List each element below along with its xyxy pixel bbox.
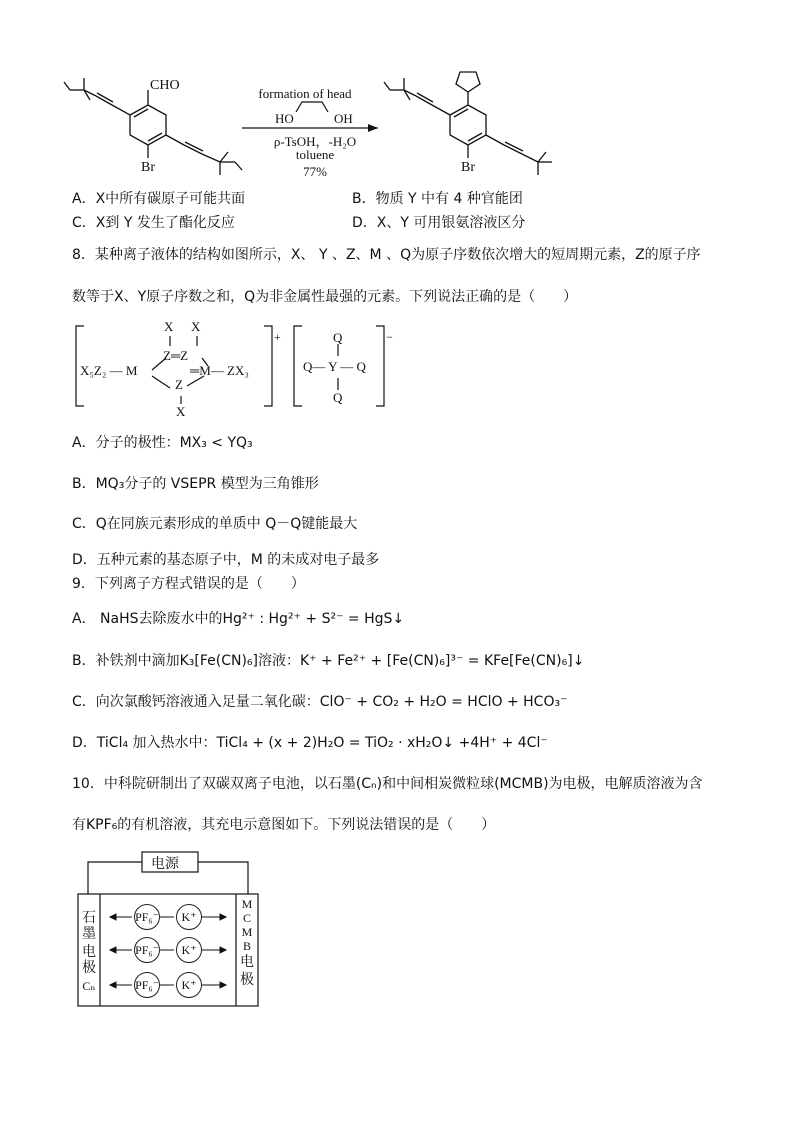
right-electrode-char: C: [242, 911, 251, 925]
product-br-label: Br: [461, 160, 475, 175]
q9-option-b: B．补铁剂中滴加K₃[Fe(CN)₆]溶液：K⁺ + Fe²⁺ + [Fe(CN)₆]³⁻ = KFe[Fe(CN)₆]↓: [72, 653, 585, 669]
reactant-cho-label: CHO: [150, 78, 180, 93]
power-source-label: 电源: [151, 856, 179, 872]
pf6-anion-1: PF₆⁻: [134, 904, 160, 930]
cation-x-top-1: X: [164, 319, 174, 334]
q9-stem: 9．下列离子方程式错误的是（ ）: [72, 576, 305, 592]
q8-option-c: C．Q在同族元素形成的单质中 Q－Q键能最大: [72, 516, 358, 532]
q9-option-c: C．向次氯酸钙溶液通入足量二氧化碳：ClO⁻ + CO₂ + H₂O = HClO + HCO₃⁻: [72, 694, 568, 710]
q7-option-d: D．X、Y 可用银氨溶液区分: [352, 215, 526, 231]
arrow-condition-solvent: toluene: [295, 147, 335, 162]
anion-q-bottom: Q: [333, 390, 343, 405]
right-electrode-char: M: [241, 897, 253, 911]
q8-option-d: D．五种元素的基态原子中，M 的未成对电子最多: [72, 552, 380, 568]
left-electrode-char: Cₙ: [82, 979, 96, 993]
q8-option-b: B．MQ₃分子的 VSEPR 模型为三角锥形: [72, 476, 319, 492]
reagent-ho-label: HO: [275, 111, 294, 126]
cation-z-double-z: Z═Z: [163, 348, 189, 363]
q10-stem-line2: 有KPF₆的有机溶液，其充电示意图如下。下列说法错误的是（ ）: [72, 817, 496, 833]
right-electrode-char: 极: [240, 972, 254, 988]
anion-center: Q— Y — Q: [303, 359, 366, 374]
right-electrode-char: B: [242, 939, 251, 953]
anion-charge: −: [386, 330, 393, 344]
cation-x-bottom: X: [176, 404, 186, 419]
left-electrode-char: 石: [82, 910, 96, 926]
cation-charge: +: [274, 330, 281, 344]
pf6-anion-3: PF₆⁻: [134, 972, 160, 998]
q7-option-a: A．X中所有碳原子可能共面: [72, 191, 246, 207]
right-electrode-char: 电: [240, 954, 254, 970]
q8-stem-line1: 8．某种离子液体的结构如图所示，X、 Y 、Z、M 、Q为原子序数依次增大的短周期元素，Z的原子序: [72, 247, 701, 263]
cation-z-middle: Z: [175, 377, 183, 392]
left-electrode-char: 墨: [82, 926, 96, 942]
k-cation-3: K⁺: [176, 972, 202, 998]
q10-stem-line1: 10．中科院研制出了双碳双离子电池，以石墨(Cₙ)和中间相炭微粒球(MCMB)为电极，电解质溶液为含: [72, 776, 703, 792]
right-electrode-char: M: [241, 925, 253, 939]
reagent-oh-label: OH: [334, 111, 353, 126]
cation-x-top-2: X: [191, 319, 201, 334]
cation-right-group: ═M— ZX₃: [190, 363, 249, 378]
left-electrode-char: 电: [82, 944, 96, 960]
arrow-condition-top: formation of head: [258, 86, 352, 101]
k-cation-1: K⁺: [176, 904, 202, 930]
anion-q-top: Q: [333, 330, 343, 345]
k-cation-2: K⁺: [176, 937, 202, 963]
reactant-br-label: Br: [141, 160, 155, 175]
left-electrode-char: 极: [82, 960, 96, 976]
pf6-anion-2: PF₆⁻: [134, 937, 160, 963]
q8-option-a: A．分子的极性：MX₃ < YQ₃: [72, 435, 253, 451]
cation-left-group: X₅Z₂ — M: [80, 363, 138, 378]
arrow-condition-yield: 77%: [303, 164, 327, 179]
arrow-condition-catalyst: ρ-TsOH，-H₂O: [273, 134, 357, 149]
q7-option-b: B．物质 Y 中有 4 种官能团: [352, 191, 523, 207]
q7-option-c: C．X到 Y 发生了酯化反应: [72, 215, 235, 231]
q9-option-a: A． NaHS去除废水中的Hg²⁺ : Hg²⁺ + S²⁻ = HgS↓: [72, 611, 405, 627]
q8-stem-line2: 数等于X、Y原子序数之和，Q为非金属性最强的元素。下列说法正确的是（ ）: [72, 289, 578, 305]
q9-option-d: D．TiCl₄ 加入热水中：TiCl₄ + (x + 2)H₂O = TiO₂ · xH₂O↓ +4H⁺ + 4Cl⁻: [72, 735, 548, 751]
